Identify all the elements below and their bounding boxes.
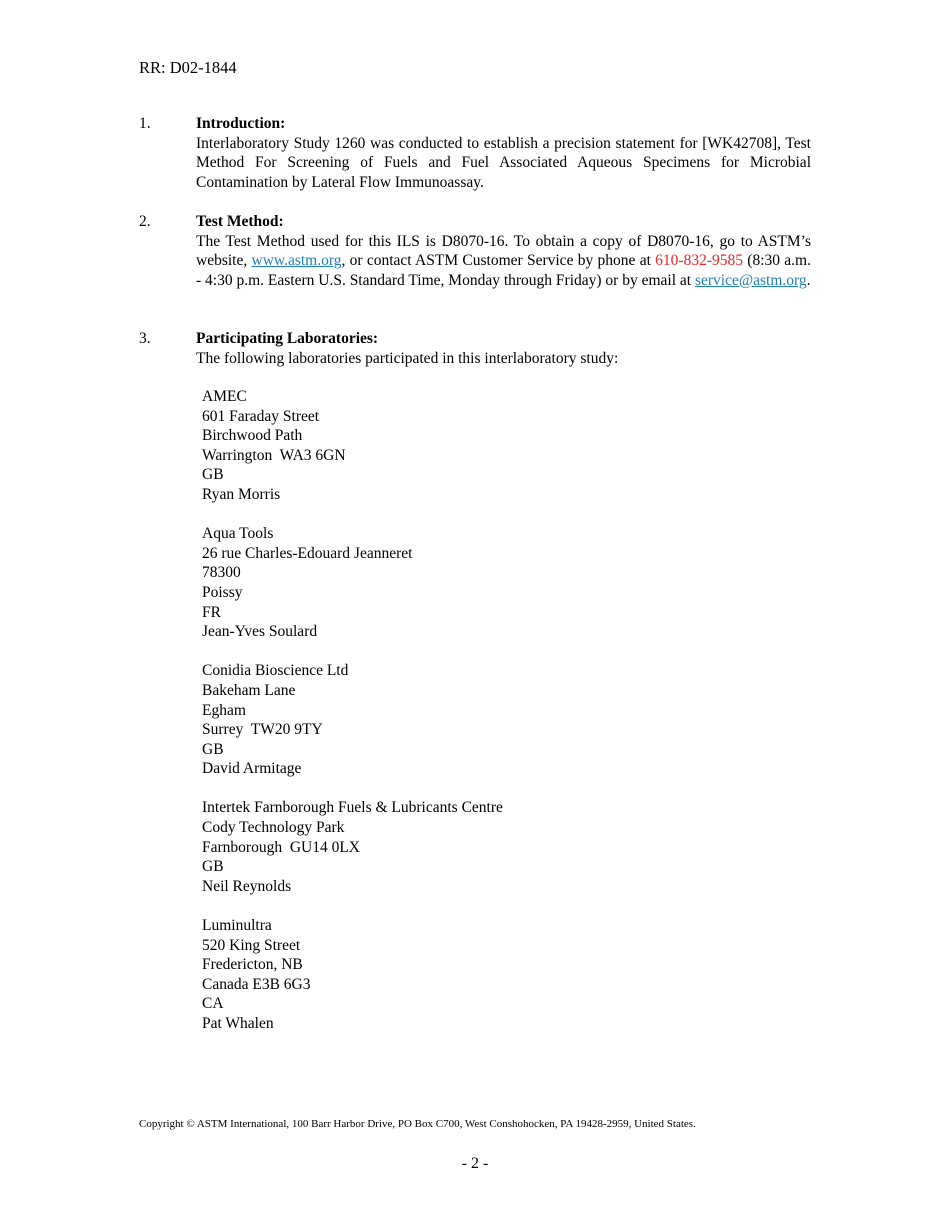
text-segment: , or contact ASTM Customer Service by phone at [341, 252, 656, 270]
lab-country: CA [202, 995, 224, 1013]
lab-address-line: 78300 [202, 564, 241, 582]
laboratory-entry [202, 661, 503, 779]
laboratory-entry [202, 387, 503, 505]
phone-number: 610-832-9585 [655, 252, 743, 270]
lab-address-line: 26 rue Charles-Edouard Jeanneret [202, 544, 413, 562]
lab-name: Aqua Tools [202, 525, 274, 543]
lab-name: Luminultra [202, 917, 272, 935]
lab-address-line: Egham [202, 701, 246, 719]
section-text: Interlaboratory Study 1260 was conducted to establish a precision statement for [WK42708], Test Method For Screening of Fuels and Fuel Associated Aqueous Specimens for Microbial Contamination by Lateral Flow Immunoassay. [196, 134, 811, 191]
section-test-method [139, 212, 811, 290]
lab-address-line: Cody Technology Park [202, 819, 345, 837]
lab-contact: David Armitage [202, 760, 302, 778]
lab-country: GB [202, 740, 224, 758]
lab-address-line: Fredericton, NB [202, 956, 303, 974]
laboratory-entry [202, 524, 503, 642]
lab-address-line: Warrington WA3 6GN [202, 446, 346, 464]
text-segment: (8:30 a.m. - 4:30 p.m. Eastern U.S. Standard Time, Monday through Friday) or by email at [196, 252, 811, 289]
section-text [196, 232, 811, 291]
lab-address-line: Canada E3B 6G3 [202, 975, 311, 993]
lab-contact: Jean-Yves Soulard [202, 623, 318, 641]
lab-country: GB [202, 858, 224, 876]
lab-country: GB [202, 466, 224, 484]
section-introduction [139, 114, 811, 192]
section-text: The following laboratories participated in this interlaboratory study: [196, 349, 619, 367]
lab-address-line: Bakeham Lane [202, 681, 296, 699]
email-link[interactable]: service@astm.org [694, 271, 807, 289]
page-number: - 2 - [461, 1155, 489, 1172]
lab-contact: Pat Whalen [202, 1015, 274, 1032]
section-number: 3. [139, 330, 151, 347]
section-number: 2. [139, 213, 151, 230]
lab-address-line: 601 Faraday Street [202, 407, 320, 425]
lab-address-line: Poissy [202, 583, 243, 601]
lab-name: Intertek Farnborough Fuels & Lubricants Centre [202, 799, 503, 817]
section-heading: Test Method: [196, 213, 284, 230]
section-heading: Introduction: [196, 115, 286, 132]
lab-country: FR [202, 603, 221, 621]
lab-address-line: Surrey TW20 9TY [202, 721, 323, 739]
section-heading: Participating Laboratories: [196, 330, 379, 347]
text-segment: . [806, 271, 811, 289]
report-id: RR: D02-1844 [139, 58, 237, 77]
text-segment: The Test Method used for this ILS is D8070-16. To obtain a copy of D8070-16, go to ASTM’s website, [196, 232, 811, 270]
laboratory-entry [202, 798, 503, 896]
lab-name: Conidia Bioscience Ltd [202, 662, 349, 680]
lab-address-line: Birchwood Path [202, 427, 303, 445]
section-number: 1. [139, 115, 151, 132]
copyright-notice: Copyright © ASTM International, 100 Barr Harbor Drive, PO Box C700, West Conshohocken, PA 19428-2959, United States. [139, 1118, 696, 1130]
lab-contact: Ryan Morris [202, 485, 281, 503]
website-link[interactable]: www.astm.org [251, 252, 342, 270]
lab-address-line: Farnborough GU14 0LX [202, 838, 360, 856]
lab-contact: Neil Reynolds [202, 877, 292, 895]
lab-address-line: 520 King Street [202, 936, 301, 954]
section-participating-laboratories [139, 329, 811, 368]
laboratory-list [202, 387, 503, 1053]
lab-name: AMEC [202, 388, 247, 405]
laboratory-entry [202, 916, 503, 1034]
